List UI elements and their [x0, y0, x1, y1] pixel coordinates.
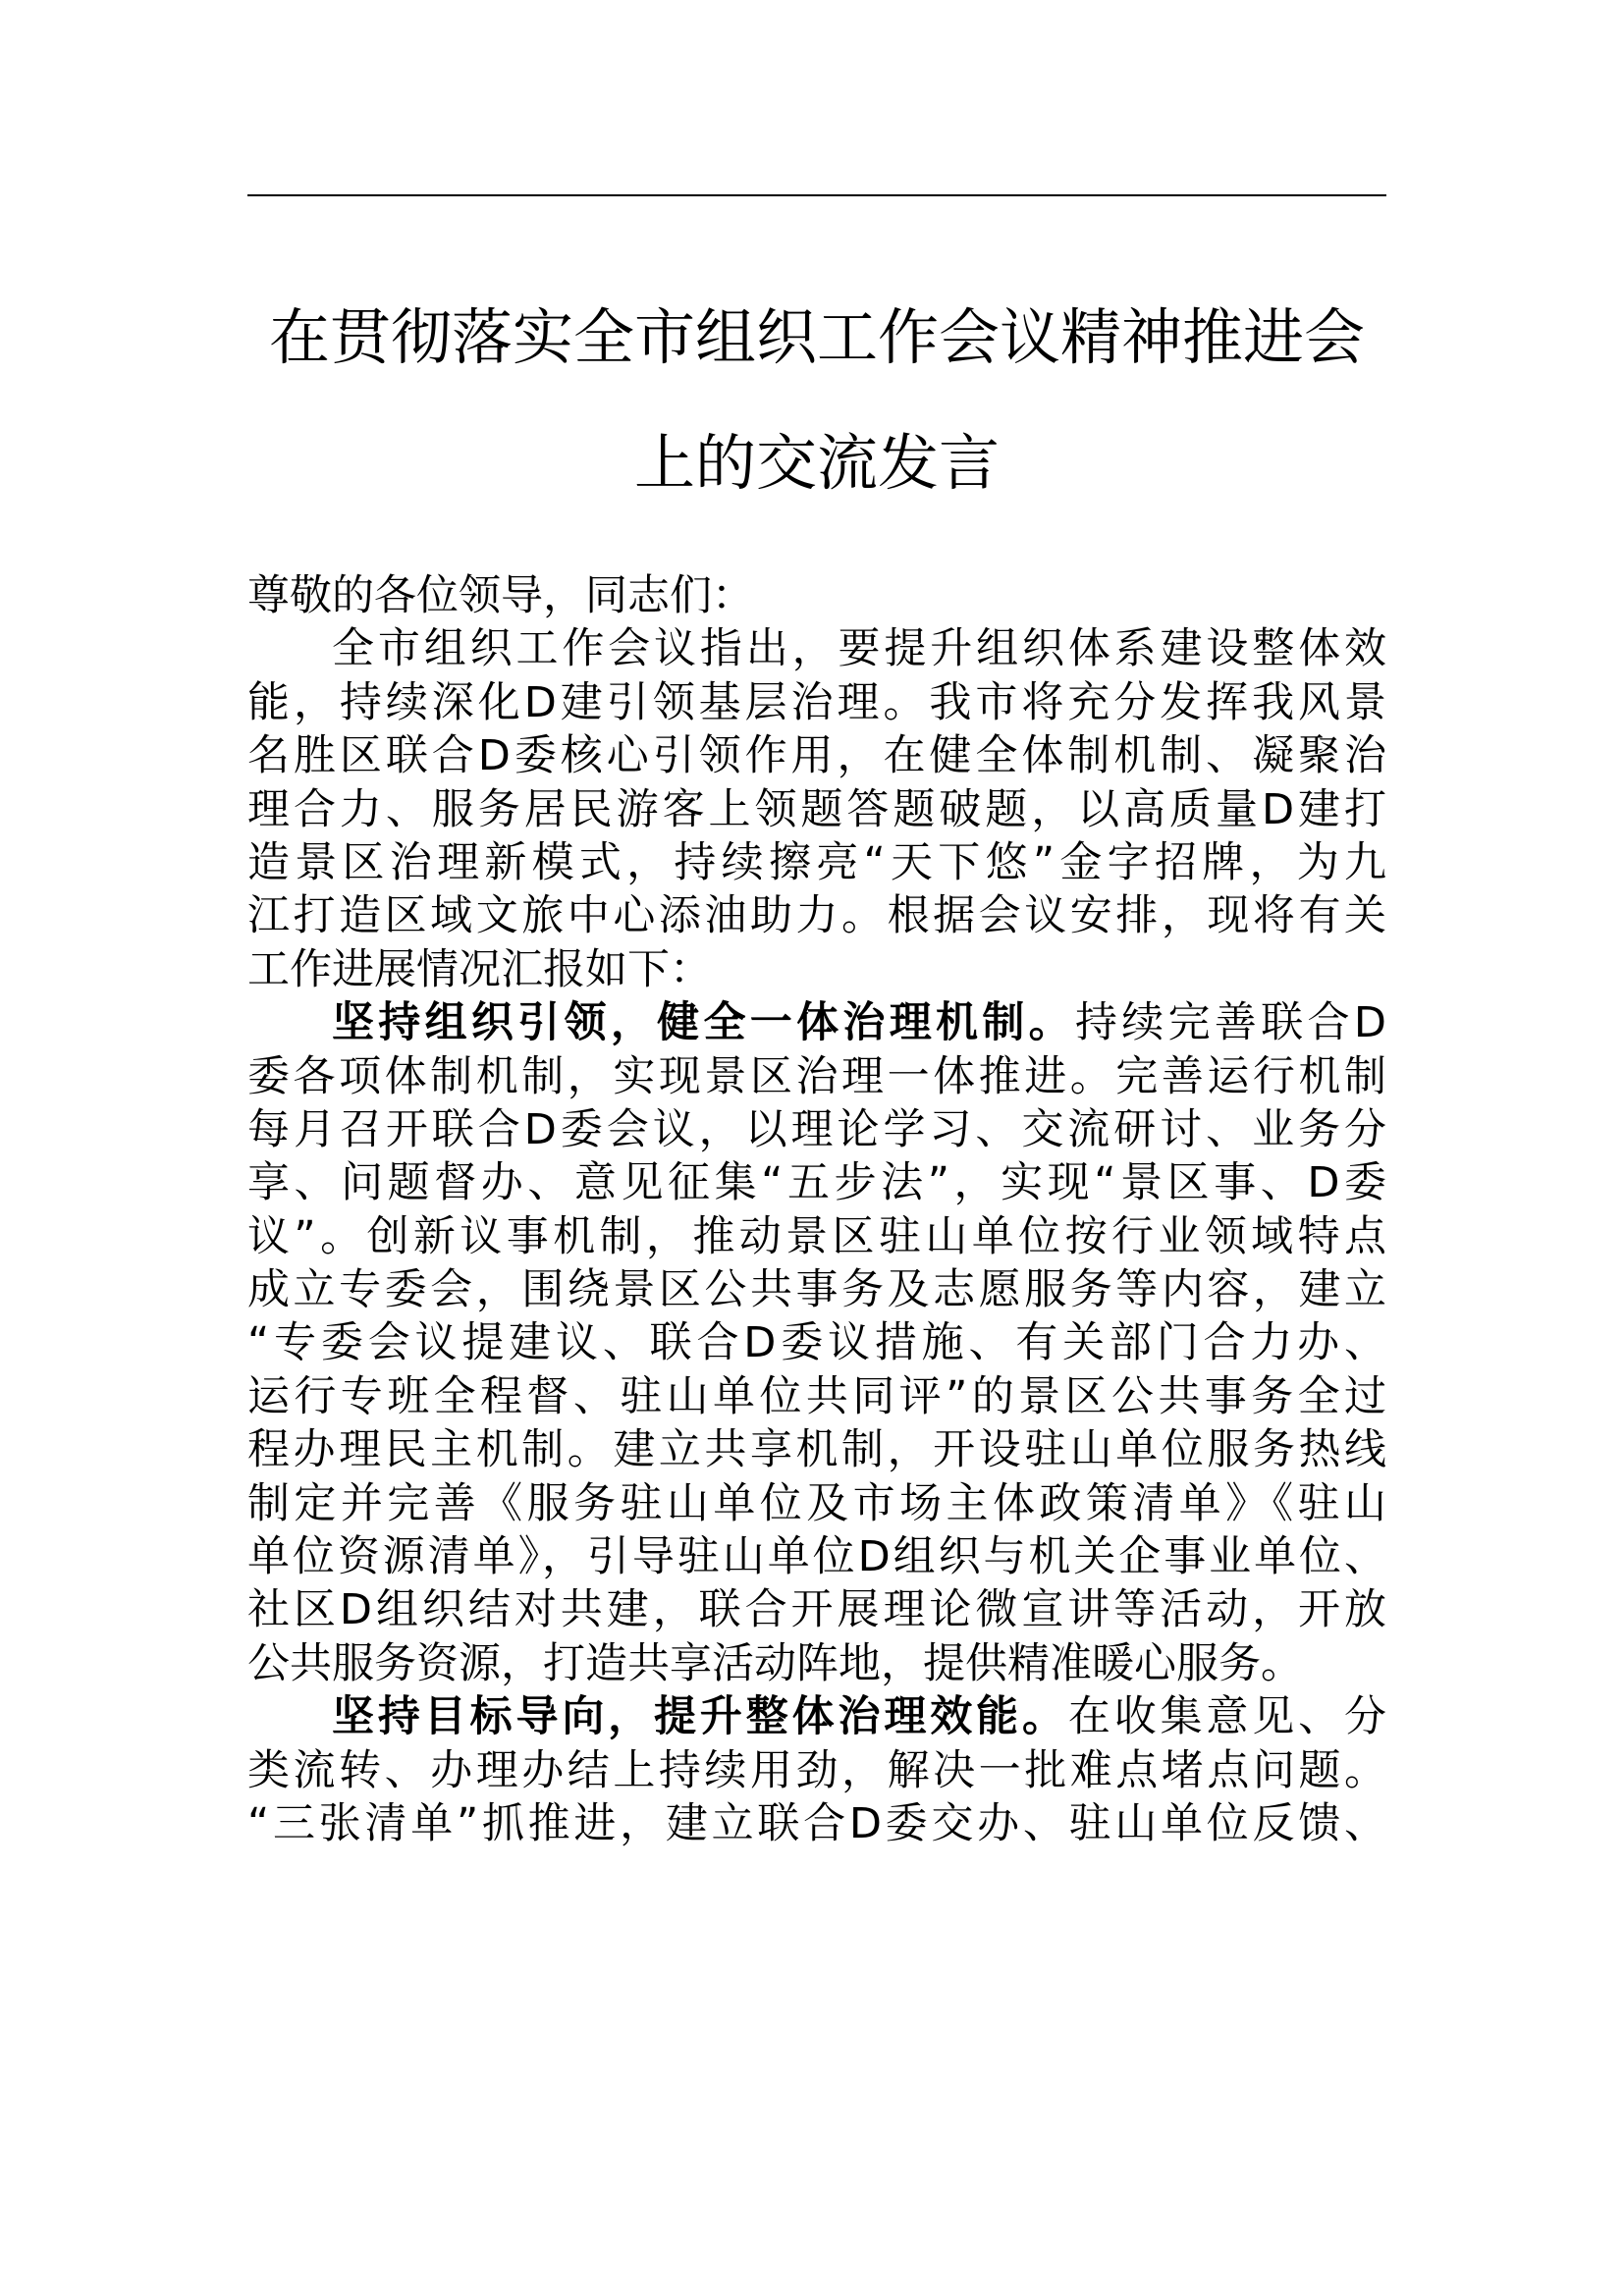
paragraph1-line: 名胜区联合D委核心引领作用，在健全体制机制、凝聚治: [247, 731, 1386, 781]
section1-line: 委各项体制机制，实现景区治理一体推进。完善运行机制: [247, 1051, 1386, 1101]
paragraph1-line: 能，持续深化D建引领基层治理。我市将充分发挥我风景: [247, 677, 1386, 727]
section1-heading: 坚持组织引领，健全一体治理机制。: [332, 998, 1075, 1048]
paragraph1-line: 理合力、服务居民游客上领题答题破题，以高质量D建打: [247, 784, 1386, 834]
document-title: [247, 275, 1386, 526]
salutation: 尊敬的各位领导，同志们：: [247, 571, 754, 620]
section1-line: “专委会议提建议、联合D委议措施、有关部门合力办、: [247, 1318, 1386, 1368]
section2-lead-rest: 在收集意见、分: [1067, 1692, 1387, 1742]
section2-line: 类流转、办理办结上持续用劲，解决一批难点堵点问题。: [247, 1745, 1386, 1795]
section1-line: 单位资源清单》，引导驻山单位D组织与机关企事业单位、: [247, 1532, 1386, 1582]
title-line-2: 上的交流发言: [633, 427, 1000, 499]
section1-line: 运行专班全程督、驻山单位共同评”的景区公共事务全过: [247, 1371, 1386, 1421]
paragraph1-line: 工作进展情况汇报如下：: [247, 944, 712, 994]
section1-line: 社区D组织结对共建，联合开展理论微宣讲等活动，开放: [247, 1585, 1386, 1635]
document-body: [247, 569, 1386, 1850]
section1-line: 享、问题督办、意见征集“五步法”，实现“景区事、D委: [247, 1158, 1386, 1208]
section2-lead-line: [247, 1690, 1386, 1743]
section1-line: 成立专委会，围绕景区公共事务及志愿服务等内容，建立: [247, 1265, 1386, 1315]
section2-heading: 坚持目标导向，提升整体治理效能。: [332, 1692, 1068, 1742]
paragraph1-line: 江打造区域文旅中心添油助力。根据会议安排，现将有关: [247, 891, 1386, 941]
paragraph1-line: 造景区治理新模式，持续擦亮“天下悠”金字招牌，为九: [247, 837, 1386, 887]
section1-line: 程办理民主机制。建立共享机制，开设驻山单位服务热线: [247, 1425, 1386, 1475]
section1-line: 制定并完善《服务驻山单位及市场主体政策清单》《驻山: [247, 1478, 1386, 1528]
section1-line: 每月召开联合D委会议，以理论学习、交流研讨、业务分: [247, 1104, 1386, 1154]
title-line-1: 在贯彻落实全市组织工作会议精神推进会: [268, 301, 1365, 373]
header-rule: [247, 194, 1386, 196]
section1-lead-rest: 持续完善联合D: [1075, 998, 1386, 1048]
section1-line: 公共服务资源，打造共享活动阵地，提供精准暖心服务。: [247, 1638, 1303, 1688]
section1-line: 议”。创新议事机制，推动景区驻山单位按行业领域特点: [247, 1211, 1386, 1261]
section2-line: “三张清单”抓推进，建立联合D委交办、驻山单位反馈、: [247, 1798, 1386, 1848]
section1-lead-line: [247, 996, 1386, 1049]
paragraph1-line: 全市组织工作会议指出，要提升组织体系建设整体效: [332, 624, 1386, 674]
